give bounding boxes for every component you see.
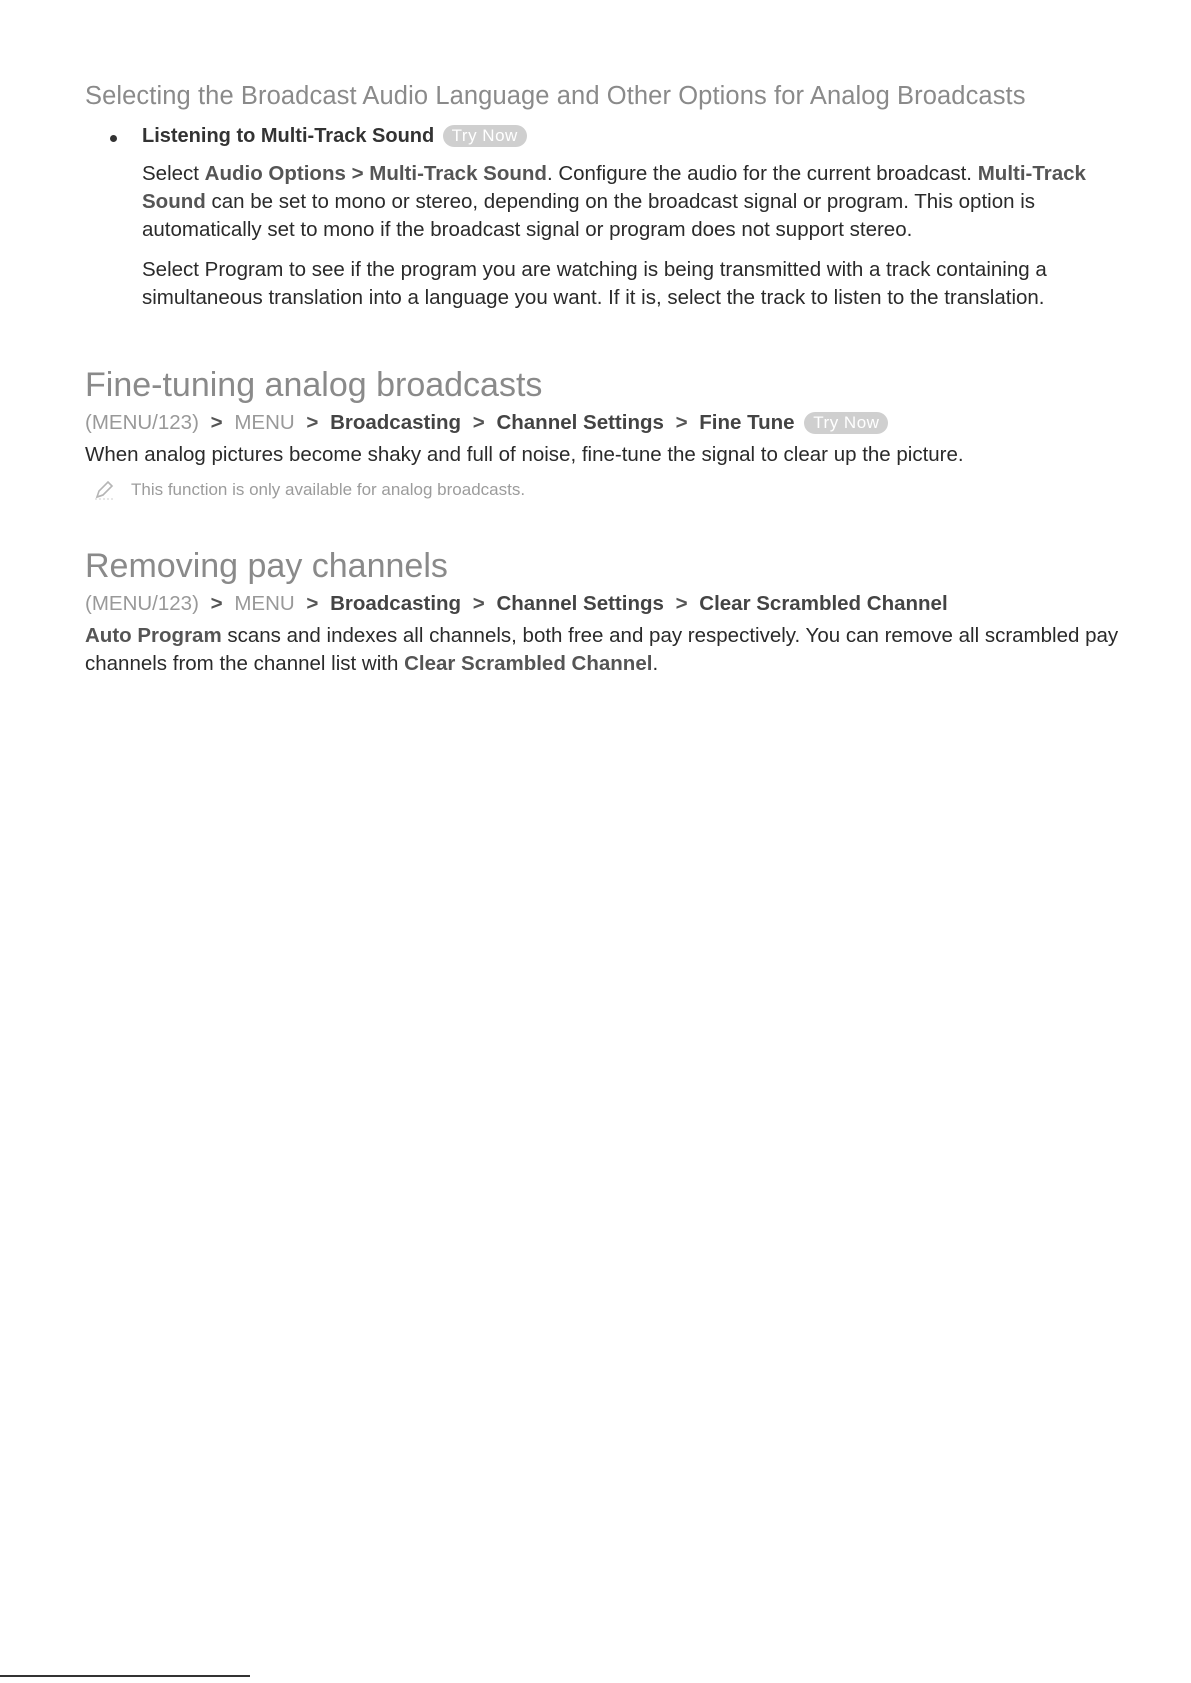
paragraph-multi-track xyxy=(85,160,1125,244)
try-now-button[interactable]: Try Now xyxy=(804,412,888,434)
chevron-right-icon: > xyxy=(306,592,319,615)
chevron-right-icon: > xyxy=(351,162,364,185)
path-channel-settings: Channel Settings xyxy=(496,411,664,434)
path-menu: MENU xyxy=(234,411,295,434)
try-now-button[interactable]: Try Now xyxy=(443,125,527,147)
text-mid: scans and indexes all channels, both free and pay respectively. You can remove all scrambled pay channels from the channel list with xyxy=(85,624,1119,675)
path-menu-123: (MENU/123) xyxy=(85,411,199,434)
paragraph-fine-tune: When analog pictures become shaky and full of noise, fine-tune the signal to clear up the picture. xyxy=(85,443,964,466)
path-channel-settings: Channel Settings xyxy=(496,592,664,615)
chevron-right-icon: > xyxy=(472,411,485,434)
note-analog-only xyxy=(85,479,1125,501)
chevron-right-icon: > xyxy=(675,411,688,434)
keyword-audio-options: Audio Options xyxy=(204,162,346,185)
path-clear-scrambled-channel: Clear Scrambled Channel xyxy=(699,592,948,615)
bullet-item-multi-track xyxy=(85,125,1125,148)
section-heading-audio-language: Selecting the Broadcast Audio Language and Other Options for Analog Broadcasts xyxy=(85,82,1026,110)
chevron-right-icon: > xyxy=(306,411,319,434)
text-select: Select xyxy=(142,162,205,185)
section-heading-fine-tuning: Fine-tuning analog broadcasts xyxy=(85,366,543,404)
chevron-right-icon: > xyxy=(210,592,223,615)
keyword-multi-track-sound: Multi-Track Sound xyxy=(369,162,547,185)
text-rest-2: can be set to mono or stereo, depending on the broadcast signal or program. This option is automatically set to mono if the broadcast signal or program does not support stereo. xyxy=(142,190,1035,241)
text-end: . xyxy=(652,652,659,675)
footer-rule xyxy=(0,1675,250,1677)
note-text: This function is only available for analog broadcasts. xyxy=(131,480,526,499)
paragraph-pay-channels xyxy=(85,622,1125,678)
path-broadcasting: Broadcasting xyxy=(330,411,462,434)
chevron-right-icon: > xyxy=(675,592,688,615)
path-fine-tune: Fine Tune xyxy=(699,411,795,434)
keyword-auto-program: Auto Program xyxy=(85,624,222,647)
keyword-clear-scrambled-channel: Clear Scrambled Channel xyxy=(404,652,653,675)
text-rest-1: . Configure the audio for the current broadcast. xyxy=(546,162,978,185)
keyword-multi-track-sound-2: Multi-Track Sound xyxy=(142,162,1086,213)
bullet-dot xyxy=(110,135,117,142)
path-menu: MENU xyxy=(234,592,295,615)
menu-path-clear-scrambled xyxy=(85,592,1125,616)
paragraph-program-translation: Select Program to see if the program you are watching is being transmitted with a track containing a simultaneous translation into a language you want. If it is, select the track to listen to the translation. xyxy=(142,258,1047,309)
menu-path-fine-tune xyxy=(85,411,1125,435)
chevron-right-icon: > xyxy=(210,411,223,434)
document-page xyxy=(85,82,1125,678)
section-heading-pay-channels: Removing pay channels xyxy=(85,547,448,585)
bullet-title: Listening to Multi-Track Sound xyxy=(142,125,435,147)
path-broadcasting: Broadcasting xyxy=(330,592,462,615)
path-menu-123: (MENU/123) xyxy=(85,592,199,615)
pencil-icon xyxy=(93,479,115,501)
chevron-right-icon: > xyxy=(472,592,485,615)
